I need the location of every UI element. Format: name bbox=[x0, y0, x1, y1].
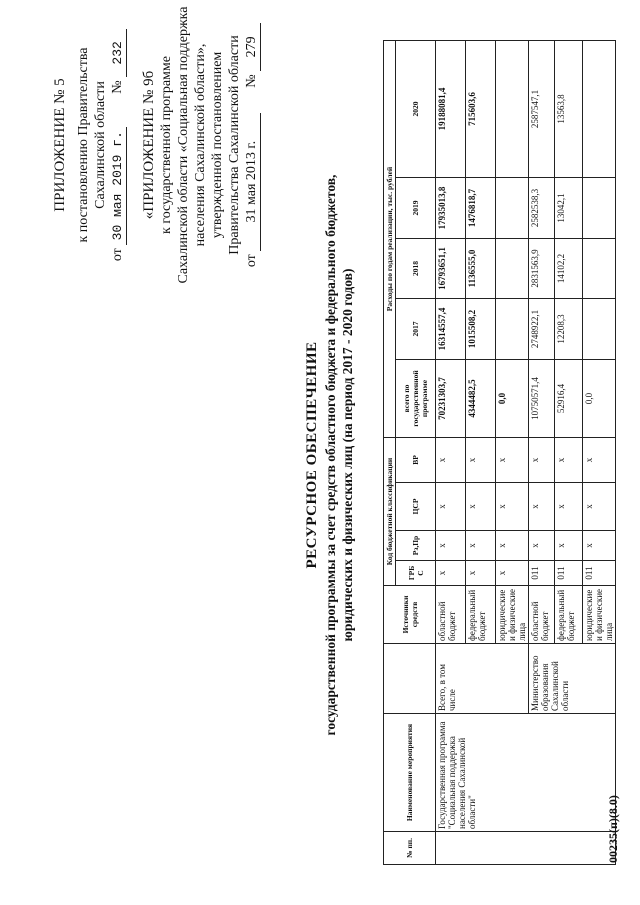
document-title-block bbox=[302, 25, 356, 885]
total-cell: 10750571,4 bbox=[529, 360, 555, 438]
y2019-cell bbox=[496, 178, 529, 239]
header-blank bbox=[384, 644, 436, 714]
vr-cell: x bbox=[555, 438, 583, 483]
total-cell: 70231303,7 bbox=[436, 360, 466, 438]
csr-cell: x bbox=[555, 483, 583, 531]
document-title: РЕСУРСНОЕ ОБЕСПЕЧЕНИЕ bbox=[304, 341, 320, 569]
vr-cell: x bbox=[529, 438, 555, 483]
header-2017: 2017 bbox=[396, 299, 436, 360]
y2017-cell: 2748922,1 bbox=[529, 299, 555, 360]
y2017-cell bbox=[496, 299, 529, 360]
appendix-block bbox=[52, 0, 261, 295]
source-cell: областной бюджет bbox=[436, 586, 466, 644]
vr-cell: x bbox=[583, 438, 616, 483]
source-cell: федеральный бюджет bbox=[466, 586, 496, 644]
rzpr-cell: x bbox=[529, 531, 555, 561]
y2019-cell: 13042,1 bbox=[555, 178, 583, 239]
header-budget-code: Код бюджетной классификации bbox=[384, 438, 396, 586]
y2018-cell: 14102,2 bbox=[555, 239, 583, 299]
y2020-cell: 2587547,1 bbox=[529, 41, 555, 178]
y2017-cell: 16314557,4 bbox=[436, 299, 466, 360]
grbs-cell: x bbox=[496, 561, 529, 586]
y2017-cell: 1015508,2 bbox=[466, 299, 496, 360]
document-subtitle: государственной программы за счет средств областного бюджета и федерального бюджетов, bbox=[323, 174, 338, 736]
total-cell: 52916,4 bbox=[555, 360, 583, 438]
appendix-date: 30 мая 2019 г. bbox=[109, 127, 127, 245]
appendix-number-prefix: № bbox=[110, 80, 125, 94]
appendix-date-line bbox=[109, 0, 127, 295]
source-cell: юридические и физические лица bbox=[583, 586, 616, 644]
vr-cell: x bbox=[496, 438, 529, 483]
y2020-cell: 19188081,4 bbox=[436, 41, 466, 178]
header-csr: ЦСР bbox=[396, 483, 436, 531]
source-cell: областной бюджет bbox=[529, 586, 555, 644]
header-event: Наименование мероприятия bbox=[384, 714, 436, 832]
header-total: всего по государственной программе bbox=[396, 360, 436, 438]
y2018-cell: 2831563,9 bbox=[529, 239, 555, 299]
orig-appendix-number: 279 bbox=[243, 23, 261, 71]
group-label: Министерство образования Сахалинской области bbox=[529, 644, 616, 714]
csr-cell: x bbox=[583, 483, 616, 531]
total-cell: 4344482,5 bbox=[466, 360, 496, 438]
y2018-cell bbox=[496, 239, 529, 299]
appendix-title: ПРИЛОЖЕНИЕ № 5 bbox=[52, 78, 68, 212]
total-cell: 0,0 bbox=[496, 360, 529, 438]
orig-appendix-date-prefix: от bbox=[244, 254, 259, 268]
csr-cell: x bbox=[436, 483, 466, 531]
orig-appendix-line: населения Сахалинской области», bbox=[193, 43, 208, 247]
grbs-cell: 011 bbox=[555, 561, 583, 586]
resource-table bbox=[383, 40, 616, 865]
y2020-cell bbox=[496, 41, 529, 178]
y2019-cell bbox=[583, 178, 616, 239]
header-num: № пп. bbox=[384, 832, 436, 865]
document-subtitle: юридических и физических лиц (на период 2017 - 2020 годов) bbox=[340, 268, 355, 642]
rzpr-cell: x bbox=[466, 531, 496, 561]
header-source: Источники средств bbox=[384, 586, 436, 644]
rzpr-cell: x bbox=[583, 531, 616, 561]
orig-appendix-line: к государственной программе bbox=[159, 56, 174, 234]
grbs-cell: x bbox=[436, 561, 466, 586]
rzpr-cell: x bbox=[496, 531, 529, 561]
csr-cell: x bbox=[466, 483, 496, 531]
document-code: 00235(п)(8.0) bbox=[606, 795, 620, 863]
y2017-cell bbox=[583, 299, 616, 360]
y2019-cell: 2582538,3 bbox=[529, 178, 555, 239]
source-cell: федеральный бюджет bbox=[555, 586, 583, 644]
appendix-number: 232 bbox=[109, 29, 127, 77]
grbs-cell: 011 bbox=[583, 561, 616, 586]
y2020-cell: 13563,8 bbox=[555, 41, 583, 178]
total-cell: 0,0 bbox=[583, 360, 616, 438]
y2020-cell bbox=[583, 41, 616, 178]
header-vr: ВР bbox=[396, 438, 436, 483]
vr-cell: x bbox=[436, 438, 466, 483]
orig-appendix-date: 31 мая 2013 г. bbox=[243, 113, 261, 251]
y2018-cell: 16793651,1 bbox=[436, 239, 466, 299]
rzpr-cell: x bbox=[436, 531, 466, 561]
y2017-cell: 12208,3 bbox=[555, 299, 583, 360]
appendix-line: к постановлению Правительства bbox=[76, 47, 91, 243]
orig-appendix-line: Сахалинской области «Социальная поддержка bbox=[176, 6, 191, 284]
appendix-date-prefix: от bbox=[110, 248, 125, 262]
vr-cell: x bbox=[466, 438, 496, 483]
group-label: Всего, в том числе bbox=[436, 644, 529, 714]
y2019-cell: 17935013,8 bbox=[436, 178, 466, 239]
header-expenses: Расходы по годам реализации, тыс. рублей bbox=[384, 41, 396, 438]
y2018-cell: 1136555,0 bbox=[466, 239, 496, 299]
orig-appendix-line: Правительства Сахалинской области bbox=[227, 35, 242, 255]
csr-cell: x bbox=[529, 483, 555, 531]
header-2019: 2019 bbox=[396, 178, 436, 239]
row-num-cell bbox=[436, 832, 616, 865]
csr-cell: x bbox=[496, 483, 529, 531]
header-2018: 2018 bbox=[396, 239, 436, 299]
header-grbs: ГРБ С bbox=[396, 561, 436, 586]
header-2020: 2020 bbox=[396, 41, 436, 178]
table-row bbox=[436, 41, 466, 865]
orig-appendix-line: утвержденной постановлением bbox=[210, 51, 225, 239]
y2020-cell: 715603,6 bbox=[466, 41, 496, 178]
source-cell: юридические и физические лица bbox=[496, 586, 529, 644]
grbs-cell: 011 bbox=[529, 561, 555, 586]
orig-appendix-date-line bbox=[243, 0, 261, 295]
orig-appendix-title: «ПРИЛОЖЕНИЕ № 9б bbox=[141, 70, 157, 220]
orig-appendix-number-prefix: № bbox=[244, 74, 259, 88]
rzpr-cell: x bbox=[555, 531, 583, 561]
appendix-line: Сахалинской области bbox=[93, 81, 108, 209]
y2018-cell bbox=[583, 239, 616, 299]
grbs-cell: x bbox=[466, 561, 496, 586]
program-name: Государственная программа "Социальная поддержка населения Сахалинской области" bbox=[436, 714, 616, 832]
header-rzpr: Рз,Пр bbox=[396, 531, 436, 561]
y2019-cell: 1476818,7 bbox=[466, 178, 496, 239]
